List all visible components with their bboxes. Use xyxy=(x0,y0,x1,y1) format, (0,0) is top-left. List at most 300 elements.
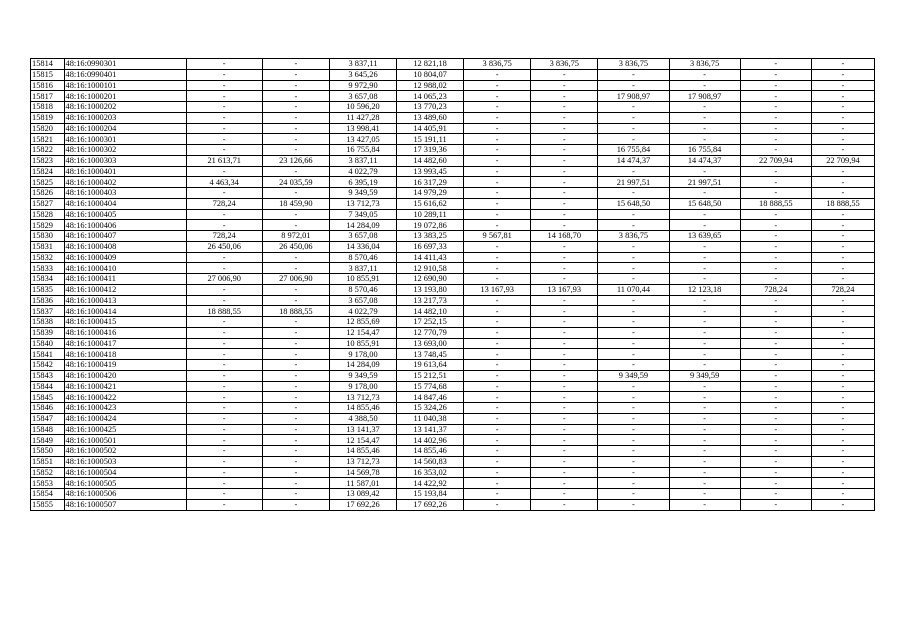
value-cell: - xyxy=(262,102,329,113)
table-row xyxy=(31,188,875,199)
value-cell: 4 022,79 xyxy=(329,306,396,317)
value-cell: - xyxy=(740,209,811,220)
row-number-cell: 15846 xyxy=(31,403,65,414)
value-cell: - xyxy=(186,134,262,145)
value-cell: - xyxy=(740,327,811,338)
value-cell: - xyxy=(740,306,811,317)
value-cell: 9 349,59 xyxy=(598,370,669,381)
value-cell: - xyxy=(531,435,598,446)
value-cell: - xyxy=(531,166,598,177)
value-cell: - xyxy=(669,360,740,371)
row-number-cell: 15845 xyxy=(31,392,65,403)
value-cell: - xyxy=(740,403,811,414)
row-number-cell: 15832 xyxy=(31,252,65,263)
value-cell: - xyxy=(669,80,740,91)
value-cell: 17 252,15 xyxy=(397,317,464,328)
value-cell: - xyxy=(811,499,874,510)
value-cell: - xyxy=(811,59,874,70)
value-cell: - xyxy=(531,349,598,360)
value-cell: - xyxy=(262,478,329,489)
value-cell: - xyxy=(740,499,811,510)
value-cell: - xyxy=(464,392,531,403)
value-cell: - xyxy=(811,370,874,381)
value-cell: - xyxy=(811,349,874,360)
value-cell: - xyxy=(811,123,874,134)
value-cell: - xyxy=(464,177,531,188)
cadastral-number-cell: 48:16:1000425 xyxy=(64,424,186,435)
value-cell: - xyxy=(262,489,329,500)
value-cell: - xyxy=(531,478,598,489)
value-cell: - xyxy=(598,413,669,424)
value-cell: 17 692,26 xyxy=(397,499,464,510)
value-cell: - xyxy=(464,499,531,510)
value-cell: - xyxy=(598,478,669,489)
value-cell: - xyxy=(740,274,811,285)
value-cell: - xyxy=(531,317,598,328)
cadastral-number-cell: 48:16:1000409 xyxy=(64,252,186,263)
value-cell: - xyxy=(669,392,740,403)
row-number-cell: 15835 xyxy=(31,284,65,295)
cadastral-number-cell: 48:16:1000418 xyxy=(64,349,186,360)
value-cell: - xyxy=(464,446,531,457)
cadastral-number-cell: 48:16:1000406 xyxy=(64,220,186,231)
value-cell: - xyxy=(740,123,811,134)
row-number-cell: 15836 xyxy=(31,295,65,306)
value-cell: - xyxy=(464,478,531,489)
value-cell: - xyxy=(464,123,531,134)
value-cell: - xyxy=(464,435,531,446)
cadastral-number-cell: 48:16:1000204 xyxy=(64,123,186,134)
value-cell: - xyxy=(740,252,811,263)
value-cell: 15 616,62 xyxy=(397,198,464,209)
value-cell: 12 910,58 xyxy=(397,263,464,274)
value-cell: - xyxy=(811,306,874,317)
value-cell: - xyxy=(262,467,329,478)
value-cell: - xyxy=(186,295,262,306)
cadastral-number-cell: 48:16:1000404 xyxy=(64,198,186,209)
value-cell: - xyxy=(598,112,669,123)
value-cell: - xyxy=(186,123,262,134)
cadastral-number-cell: 48:16:1000501 xyxy=(64,435,186,446)
value-cell: 728,24 xyxy=(740,284,811,295)
row-number-cell: 15827 xyxy=(31,198,65,209)
value-cell: - xyxy=(811,274,874,285)
table-row xyxy=(31,241,875,252)
row-number-cell: 15814 xyxy=(31,59,65,70)
value-cell: 728,24 xyxy=(186,231,262,242)
value-cell: - xyxy=(740,91,811,102)
row-number-cell: 15852 xyxy=(31,467,65,478)
value-cell: 14 482,10 xyxy=(397,306,464,317)
value-cell: - xyxy=(598,69,669,80)
value-cell: - xyxy=(464,241,531,252)
value-cell: 16 755,84 xyxy=(329,145,396,156)
value-cell: 13 770,23 xyxy=(397,102,464,113)
row-number-cell: 15828 xyxy=(31,209,65,220)
table-row xyxy=(31,80,875,91)
value-cell: 3 836,75 xyxy=(669,59,740,70)
value-cell: 12 770,79 xyxy=(397,327,464,338)
value-cell: 14 168,70 xyxy=(531,231,598,242)
value-cell: - xyxy=(669,220,740,231)
table-row xyxy=(31,91,875,102)
value-cell: - xyxy=(598,424,669,435)
row-number-cell: 15829 xyxy=(31,220,65,231)
cadastral-number-cell: 48:16:1000201 xyxy=(64,91,186,102)
value-cell: - xyxy=(740,360,811,371)
value-cell: - xyxy=(531,446,598,457)
table-row xyxy=(31,274,875,285)
value-cell: - xyxy=(598,338,669,349)
value-cell: - xyxy=(811,102,874,113)
value-cell: - xyxy=(464,112,531,123)
value-cell: - xyxy=(531,499,598,510)
cadastral-number-cell: 48:16:1000301 xyxy=(64,134,186,145)
value-cell: - xyxy=(740,102,811,113)
value-cell: - xyxy=(811,145,874,156)
cadastral-number-cell: 48:16:1000302 xyxy=(64,145,186,156)
value-cell: - xyxy=(531,467,598,478)
value-cell: - xyxy=(598,317,669,328)
table-row xyxy=(31,327,875,338)
row-number-cell: 15831 xyxy=(31,241,65,252)
value-cell: - xyxy=(669,241,740,252)
value-cell: - xyxy=(531,489,598,500)
value-cell: 11 587,01 xyxy=(329,478,396,489)
value-cell: - xyxy=(811,327,874,338)
value-cell: - xyxy=(262,413,329,424)
value-cell: 14 065,23 xyxy=(397,91,464,102)
value-cell: 13 639,65 xyxy=(669,231,740,242)
table-row xyxy=(31,102,875,113)
table-row xyxy=(31,220,875,231)
value-cell: - xyxy=(464,209,531,220)
value-cell: 18 459,90 xyxy=(262,198,329,209)
value-cell: - xyxy=(531,295,598,306)
value-cell: - xyxy=(811,69,874,80)
value-cell: - xyxy=(740,69,811,80)
value-cell: - xyxy=(186,467,262,478)
value-cell: - xyxy=(811,413,874,424)
table-row xyxy=(31,456,875,467)
cadastral-number-cell: 48:16:1000421 xyxy=(64,381,186,392)
row-number-cell: 15848 xyxy=(31,424,65,435)
value-cell: - xyxy=(740,338,811,349)
value-cell: - xyxy=(186,209,262,220)
value-cell: - xyxy=(740,220,811,231)
value-cell: - xyxy=(598,306,669,317)
value-cell: 6 395,19 xyxy=(329,177,396,188)
value-cell: - xyxy=(262,145,329,156)
value-cell: - xyxy=(186,102,262,113)
value-cell: - xyxy=(262,403,329,414)
value-cell: - xyxy=(186,327,262,338)
value-cell: - xyxy=(186,317,262,328)
value-cell: - xyxy=(186,252,262,263)
value-cell: - xyxy=(531,198,598,209)
value-cell: - xyxy=(262,91,329,102)
value-cell: 24 035,59 xyxy=(262,177,329,188)
value-cell: - xyxy=(669,306,740,317)
row-number-cell: 15844 xyxy=(31,381,65,392)
value-cell: 14 855,46 xyxy=(397,446,464,457)
value-cell: - xyxy=(464,349,531,360)
table-row xyxy=(31,263,875,274)
cadastral-number-cell: 48:16:1000504 xyxy=(64,467,186,478)
value-cell: - xyxy=(669,467,740,478)
value-cell: 18 888,55 xyxy=(740,198,811,209)
value-cell: - xyxy=(598,209,669,220)
value-cell: - xyxy=(531,69,598,80)
value-cell: - xyxy=(811,467,874,478)
value-cell: 10 804,07 xyxy=(397,69,464,80)
value-cell: 27 006,90 xyxy=(262,274,329,285)
table-row xyxy=(31,231,875,242)
value-cell: - xyxy=(669,209,740,220)
cadastral-number-cell: 48:16:1000101 xyxy=(64,80,186,91)
value-cell: - xyxy=(262,166,329,177)
value-cell: - xyxy=(464,155,531,166)
value-cell: - xyxy=(531,392,598,403)
value-cell: 15 193,84 xyxy=(397,489,464,500)
value-cell: - xyxy=(740,467,811,478)
value-cell: - xyxy=(531,220,598,231)
value-cell: - xyxy=(598,123,669,134)
value-cell: 15 774,68 xyxy=(397,381,464,392)
value-cell: - xyxy=(598,295,669,306)
cadastral-number-cell: 48:16:0990301 xyxy=(64,59,186,70)
value-cell: - xyxy=(669,424,740,435)
value-cell: - xyxy=(598,489,669,500)
value-cell: - xyxy=(669,499,740,510)
cadastral-number-cell: 48:16:1000402 xyxy=(64,177,186,188)
value-cell: - xyxy=(740,177,811,188)
value-cell: 13 748,45 xyxy=(397,349,464,360)
value-cell: - xyxy=(669,349,740,360)
value-cell: - xyxy=(811,317,874,328)
table-row xyxy=(31,145,875,156)
value-cell: 22 709,94 xyxy=(740,155,811,166)
value-cell: 9 972,90 xyxy=(329,80,396,91)
table-row xyxy=(31,360,875,371)
value-cell: 9 349,59 xyxy=(329,370,396,381)
value-cell: - xyxy=(262,220,329,231)
value-cell: - xyxy=(464,252,531,263)
value-cell: 16 755,84 xyxy=(669,145,740,156)
value-cell: - xyxy=(531,403,598,414)
value-cell: 3 836,75 xyxy=(598,59,669,70)
value-cell: - xyxy=(669,478,740,489)
value-cell: - xyxy=(262,456,329,467)
cadastral-number-cell: 48:16:1000407 xyxy=(64,231,186,242)
value-cell: - xyxy=(464,102,531,113)
value-cell: 4 022,79 xyxy=(329,166,396,177)
value-cell: - xyxy=(669,456,740,467)
value-cell: - xyxy=(598,456,669,467)
value-cell: 9 349,59 xyxy=(329,188,396,199)
row-number-cell: 15855 xyxy=(31,499,65,510)
value-cell: - xyxy=(669,489,740,500)
value-cell: - xyxy=(811,338,874,349)
table-row xyxy=(31,435,875,446)
value-cell: 13 383,25 xyxy=(397,231,464,242)
value-cell: - xyxy=(262,209,329,220)
value-cell: - xyxy=(464,360,531,371)
table-row xyxy=(31,123,875,134)
value-cell: - xyxy=(669,123,740,134)
row-number-cell: 15818 xyxy=(31,102,65,113)
value-cell: - xyxy=(531,274,598,285)
value-cell: - xyxy=(669,134,740,145)
value-cell: 9 178,00 xyxy=(329,349,396,360)
row-number-cell: 15839 xyxy=(31,327,65,338)
value-cell: - xyxy=(740,489,811,500)
cadastral-number-cell: 48:16:1000419 xyxy=(64,360,186,371)
value-cell: - xyxy=(669,435,740,446)
value-cell: - xyxy=(740,241,811,252)
value-cell: - xyxy=(740,112,811,123)
cadastral-number-cell: 48:16:1000414 xyxy=(64,306,186,317)
value-cell: 12 690,90 xyxy=(397,274,464,285)
value-cell: - xyxy=(740,349,811,360)
row-number-cell: 15849 xyxy=(31,435,65,446)
table-row xyxy=(31,499,875,510)
value-cell: 13 998,41 xyxy=(329,123,396,134)
value-cell: 4 463,34 xyxy=(186,177,262,188)
value-cell: - xyxy=(262,360,329,371)
value-cell: - xyxy=(531,381,598,392)
value-cell: - xyxy=(262,263,329,274)
value-cell: 13 167,93 xyxy=(531,284,598,295)
value-cell: - xyxy=(811,424,874,435)
value-cell: 13 693,00 xyxy=(397,338,464,349)
value-cell: 3 837,11 xyxy=(329,263,396,274)
value-cell: - xyxy=(464,338,531,349)
value-cell: 23 126,66 xyxy=(262,155,329,166)
table-row xyxy=(31,134,875,145)
value-cell: 10 855,91 xyxy=(329,274,396,285)
value-cell: - xyxy=(464,274,531,285)
value-cell: - xyxy=(811,478,874,489)
value-cell: - xyxy=(464,69,531,80)
value-cell: 21 613,71 xyxy=(186,155,262,166)
value-cell: 15 212,51 xyxy=(397,370,464,381)
row-number-cell: 15843 xyxy=(31,370,65,381)
row-number-cell: 15838 xyxy=(31,317,65,328)
value-cell: 19 072,86 xyxy=(397,220,464,231)
table-row xyxy=(31,112,875,123)
row-number-cell: 15837 xyxy=(31,306,65,317)
value-cell: 12 821,18 xyxy=(397,59,464,70)
cadastral-number-cell: 48:16:1000420 xyxy=(64,370,186,381)
cadastral-number-cell: 48:16:1000417 xyxy=(64,338,186,349)
value-cell: - xyxy=(262,295,329,306)
value-cell: - xyxy=(598,241,669,252)
value-cell: 17 908,97 xyxy=(598,91,669,102)
value-cell: - xyxy=(262,69,329,80)
table-row xyxy=(31,446,875,457)
value-cell: 3 657,08 xyxy=(329,231,396,242)
table-row xyxy=(31,478,875,489)
value-cell: - xyxy=(598,499,669,510)
value-cell: - xyxy=(262,252,329,263)
value-cell: - xyxy=(262,349,329,360)
value-cell: - xyxy=(464,370,531,381)
value-cell: - xyxy=(740,370,811,381)
row-number-cell: 15847 xyxy=(31,413,65,424)
value-cell: - xyxy=(811,80,874,91)
value-cell: - xyxy=(464,456,531,467)
table-row xyxy=(31,413,875,424)
cadastral-number-cell: 48:16:1000408 xyxy=(64,241,186,252)
value-cell: 12 123,18 xyxy=(669,284,740,295)
cadastral-number-cell: 48:16:1000410 xyxy=(64,263,186,274)
cadastral-number-cell: 48:16:1000505 xyxy=(64,478,186,489)
value-cell: - xyxy=(811,91,874,102)
table-row xyxy=(31,424,875,435)
value-cell: - xyxy=(464,188,531,199)
row-number-cell: 15822 xyxy=(31,145,65,156)
row-number-cell: 15834 xyxy=(31,274,65,285)
value-cell: 26 450,06 xyxy=(262,241,329,252)
value-cell: 27 006,90 xyxy=(186,274,262,285)
value-cell: - xyxy=(811,392,874,403)
value-cell: 21 997,51 xyxy=(669,177,740,188)
value-cell: 13 427,05 xyxy=(329,134,396,145)
value-cell: 16 317,29 xyxy=(397,177,464,188)
value-cell: - xyxy=(262,446,329,457)
cadastral-number-cell: 48:16:1000422 xyxy=(64,392,186,403)
value-cell: - xyxy=(598,220,669,231)
value-cell: 13 712,73 xyxy=(329,392,396,403)
value-cell: - xyxy=(186,360,262,371)
value-cell: - xyxy=(811,456,874,467)
cadastral-number-cell: 48:16:1000412 xyxy=(64,284,186,295)
value-cell: - xyxy=(464,467,531,478)
value-cell: - xyxy=(598,446,669,457)
value-cell: 13 193,80 xyxy=(397,284,464,295)
value-cell: 728,24 xyxy=(186,198,262,209)
cadastral-number-cell: 48:16:0990401 xyxy=(64,69,186,80)
value-cell: - xyxy=(464,166,531,177)
value-cell: - xyxy=(531,145,598,156)
value-cell: 11 427,28 xyxy=(329,112,396,123)
value-cell: - xyxy=(531,80,598,91)
value-cell: 11 070,44 xyxy=(598,284,669,295)
value-cell: - xyxy=(531,413,598,424)
value-cell: 14 405,91 xyxy=(397,123,464,134)
value-cell: - xyxy=(464,198,531,209)
value-cell: - xyxy=(740,145,811,156)
value-cell: - xyxy=(531,102,598,113)
value-cell: - xyxy=(262,123,329,134)
value-cell: - xyxy=(531,134,598,145)
value-cell: - xyxy=(464,145,531,156)
value-cell: 13 141,37 xyxy=(329,424,396,435)
value-cell: 12 154,47 xyxy=(329,327,396,338)
value-cell: - xyxy=(186,112,262,123)
value-cell: - xyxy=(531,327,598,338)
table-row xyxy=(31,295,875,306)
value-cell: 14 411,43 xyxy=(397,252,464,263)
value-cell: - xyxy=(740,166,811,177)
value-cell: 14 474,37 xyxy=(598,155,669,166)
value-cell: 10 289,11 xyxy=(397,209,464,220)
row-number-cell: 15820 xyxy=(31,123,65,134)
cadastral-number-cell: 48:16:1000403 xyxy=(64,188,186,199)
value-cell: - xyxy=(740,59,811,70)
value-cell: - xyxy=(740,478,811,489)
